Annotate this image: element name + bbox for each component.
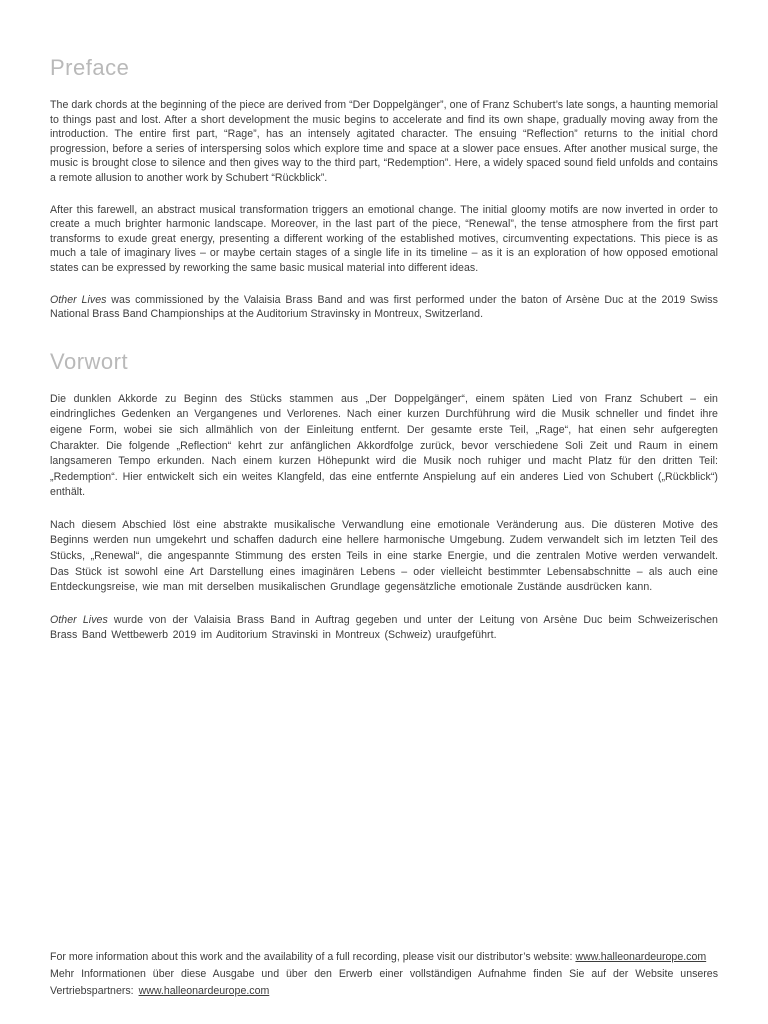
preface-paragraph-1: The dark chords at the beginning of the piece are derived from “Der Doppelgänger”, one of Franz Schubert’s late songs, a haunting memorial to things past and lost. After a short development the music begins to accelerate and find its own shape, gradually moving away from the introduction. The entire first part, “Rage”, has an intensely agitated character. The ensuing “Reflection” returns to the initial chord progression, before a series of interspersing solos which explore time and space at a slower pace ensues. After another musical surge, the music is brought close to silence and then gives way to the third part, “Redemption”. Here, a widely spaced sound field unfolds and contains a remote allusion to another work by Schubert “Rückblick”. (50, 99, 718, 184)
preface-heading: Preface (50, 55, 130, 80)
footer-line-de (50, 966, 718, 1000)
footer (50, 949, 718, 1000)
vorwort-heading: Vorwort (50, 348, 129, 374)
footer-line-en (50, 949, 718, 966)
vorwort-paragraph-1: Die dunklen Akkorde zu Beginn des Stücks stammen aus „Der Doppelgänger“, einem späten Lied von Franz Schubert – ein eindringliches Gedenken an Vergangenes und Verlorenes. Nach einer kurzen Durchführung wird die Musik schneller und findet ihre eigene Form, wobei sie sich allmählich von der Einleitung entfernt. Der gesamte erste Teil, „Rage“, hat einen sehr aufgeregten Charakter. Die folgende „Reflection“ kehrt zur anfänglichen Akkordfolge zurück, bevor verschiedene Soli Zeit und Raum in einem langsameren Tempo erkunden. Nach einem kurzen Höhepunkt wird die Musik noch ruhiger und macht Platz für den dritten Teil: „Redemption“. Hier entwickelt sich ein weites Klangfeld, das eine entfernte Anspielung auf ein anderes Lied von Schubert („Rückblick“) enthält. (50, 392, 718, 499)
work-title-italic: Other Lives (50, 293, 107, 306)
footer-text-de: Mehr Informationen über diese Ausgabe und über den Erwerb einer vollständigen Aufnahme finden Sie auf der Website unseres Vertriebspartners: (50, 968, 718, 997)
preface-paragraph-3-text: was commissioned by the Valaisia Brass Band and was first performed under the baton of Arsène Duc at the 2019 Swiss National Brass Band Championships at the Auditorium Stravinsky in Montreux, Switzerland. (50, 293, 719, 321)
vorwort-paragraph-2: Nach diesem Abschied löst eine abstrakte musikalische Verwandlung eine emotionale Veränderung aus. Die düsteren Motive des Beginns werden nun umgekehrt und schaffen dadurch eine hellere harmonische Umgebung. Zudem verwandelt sich im letzten Teil des Stücks, „Renewal“, die angespannte Stimmung des ersten Teils in eine starke Energie, und die zentralen Motive werden verwandelt. Das Stück ist sowohl eine Art Darstellung eines imaginären Lebens – oder vielleicht bestimmter Lebensabschnitte – als auch eine Entdeckungsreise, wie man mit derselben musikalischen Grundlage gegensätzliche emotionale Zustände ausdrücken kann. (50, 518, 718, 594)
vorwort-paragraph-3-text: wurde von der Valaisia Brass Band in Auftrag gegeben und unter der Leitung von Arsène Duc beim Schweizerischen Brass Band Wettbewerb 2019 im Auditorium Stravinski in Montreux (Schweiz) uraufgeführt. (50, 613, 718, 642)
distributor-link-de[interactable]: www.halleonardeurope.com (138, 985, 270, 997)
vorwort-paragraph-3 (50, 613, 718, 644)
preface-paragraph-2: After this farewell, an abstract musical transformation triggers an emotional change. The initial gloomy motifs are now inverted in order to create a much brighter harmonic landscape. Moreover, in the last part of the piece, “Renewal”, the tense atmosphere from the first part transforms to exude great energy, presenting a different working of the established motives, circumventing expectations. This piece is as much a tale of imaginary lives – or maybe certain stages of a single life in its timeline – as it is an exploration of how opposed emotional states can be expressed by reworking the same basic musical material into different ideas. (50, 203, 718, 274)
distributor-link-en[interactable]: www.halleonardeurope.com (575, 951, 707, 963)
preface-paragraph-3 (50, 293, 718, 322)
work-title-italic-de: Other Lives (50, 613, 108, 626)
footer-text-en: For more information about this work and the availability of a full recording, please visit our distributor’s website: (50, 951, 576, 963)
